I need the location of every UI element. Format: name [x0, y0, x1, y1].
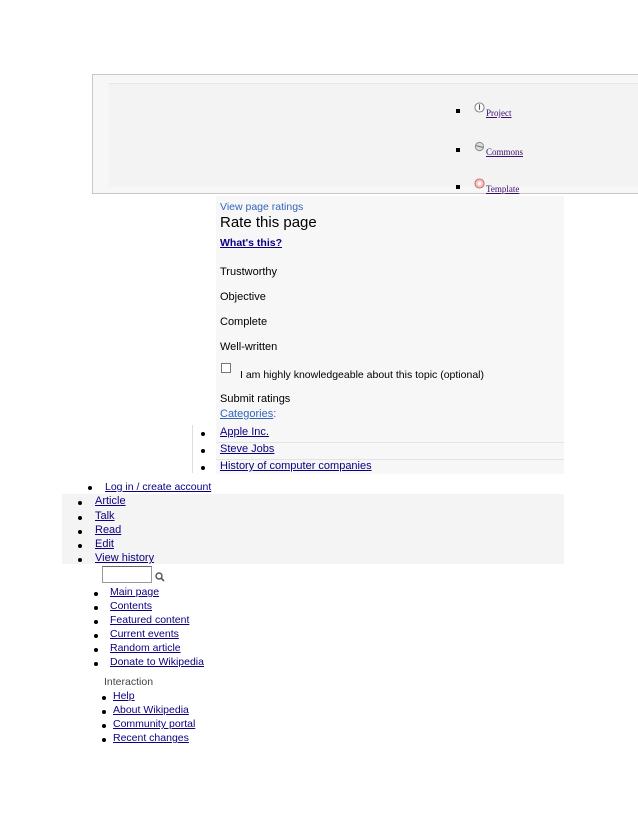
category-separator — [192, 425, 193, 473]
interaction-heading: Interaction — [104, 676, 154, 688]
tab-article[interactable]: Article — [95, 495, 126, 507]
criterion-complete: Complete — [220, 316, 268, 328]
nav-random-article[interactable]: Random article — [110, 642, 181, 654]
list-bullet — [78, 558, 82, 562]
list-bullet — [102, 696, 106, 700]
commons-icon — [474, 141, 485, 152]
list-bullet — [78, 544, 82, 548]
list-bullet — [456, 109, 460, 113]
nav-featured-content[interactable]: Featured content — [110, 614, 190, 626]
whats-this-link[interactable]: What's this? — [220, 237, 282, 249]
tab-edit[interactable]: Edit — [95, 538, 114, 550]
criterion-well-written: Well-written — [220, 341, 278, 353]
list-bullet — [94, 662, 98, 666]
view-ratings-link[interactable]: View page ratings — [220, 201, 304, 213]
category-history-of-computer-companies[interactable]: History of computer companies — [220, 460, 372, 472]
category-apple-inc[interactable]: Apple Inc. — [220, 426, 269, 438]
list-bullet — [94, 648, 98, 652]
nav-donate[interactable]: Donate to Wikipedia — [110, 656, 204, 668]
portal-link-project[interactable]: Project — [486, 108, 512, 118]
list-bullet — [78, 530, 82, 534]
interaction-about-wikipedia[interactable]: About Wikipedia — [113, 704, 189, 716]
portal-link-commons[interactable]: Commons — [486, 147, 524, 157]
list-bullet — [201, 432, 205, 436]
nav-current-events[interactable]: Current events — [110, 628, 179, 640]
list-bullet — [94, 592, 98, 596]
interaction-recent-changes[interactable]: Recent changes — [113, 732, 189, 744]
list-bullet — [94, 634, 98, 638]
template-icon — [474, 178, 485, 189]
category-steve-jobs[interactable]: Steve Jobs — [220, 443, 275, 455]
info-circle-icon — [474, 102, 485, 113]
navbox-inner — [109, 83, 638, 187]
criterion-objective: Objective — [220, 291, 266, 303]
search-input[interactable] — [102, 566, 152, 583]
criterion-trustworthy: Trustworthy — [220, 266, 278, 278]
list-bullet — [102, 738, 106, 742]
list-bullet — [94, 606, 98, 610]
list-bullet — [88, 486, 92, 490]
nav-main-page[interactable]: Main page — [110, 586, 160, 598]
list-bullet — [456, 148, 460, 152]
submit-ratings-button[interactable]: Submit ratings — [220, 393, 291, 405]
interaction-community-portal[interactable]: Community portal — [113, 718, 196, 730]
categories-heading — [220, 408, 276, 420]
knowledgeable-label: I am highly knowledgeable about this topic (optional) — [240, 369, 484, 381]
list-bullet — [201, 466, 205, 470]
list-bullet — [94, 620, 98, 624]
tab-talk[interactable]: Talk — [95, 510, 115, 522]
list-bullet — [201, 449, 205, 453]
list-bullet — [102, 724, 106, 728]
portal-link-template[interactable]: Template — [486, 184, 520, 194]
list-bullet — [102, 710, 106, 714]
tab-read[interactable]: Read — [95, 524, 122, 536]
knowledgeable-checkbox[interactable] — [221, 363, 231, 373]
interaction-help[interactable]: Help — [113, 690, 135, 702]
nav-contents[interactable]: Contents — [110, 600, 153, 612]
categories-colon: : — [273, 408, 277, 420]
list-bullet — [78, 501, 82, 505]
login-link[interactable]: Log in / create account — [105, 481, 212, 493]
list-bullet — [456, 185, 460, 189]
tab-view-history[interactable]: View history — [95, 552, 155, 564]
rating-title: Rate this page — [220, 214, 317, 231]
navbox — [92, 74, 638, 194]
list-bullet — [78, 516, 82, 520]
categories-link[interactable]: Categories — [220, 408, 274, 420]
search-icon[interactable] — [155, 572, 165, 582]
